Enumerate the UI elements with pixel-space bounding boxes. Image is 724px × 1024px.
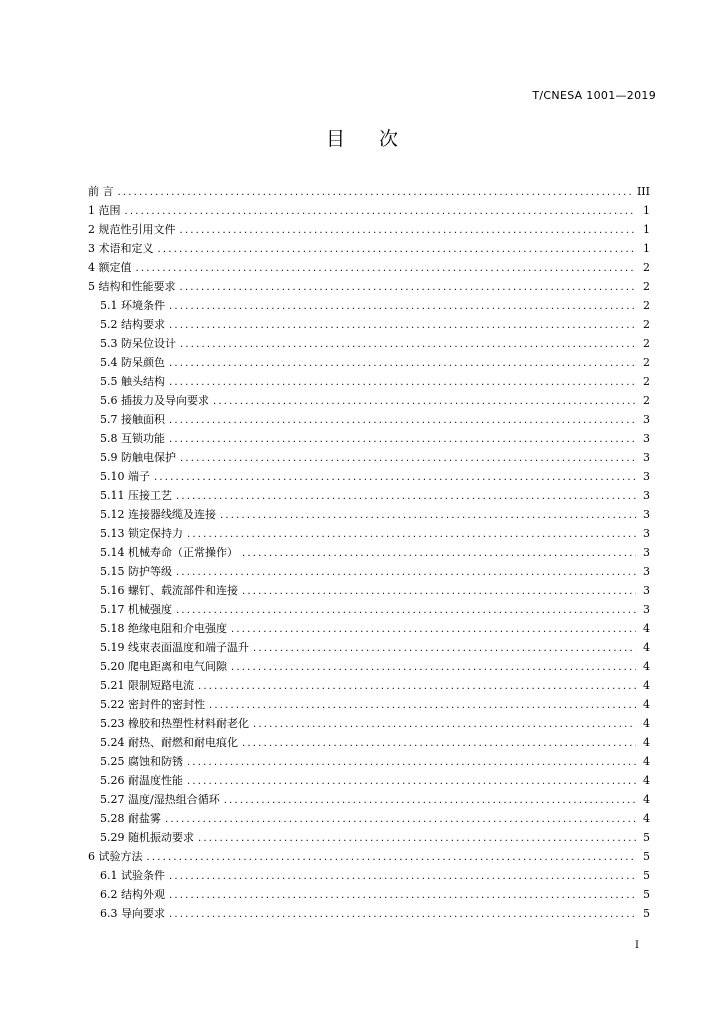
toc-entry-page: 3 (643, 584, 650, 597)
toc-entry-label: 5.12 连接器线缆及连接 (100, 508, 216, 521)
toc-entry-label: 5.6 插拔力及导向要求 (100, 394, 209, 407)
toc-entry-page: 4 (643, 755, 650, 768)
standard-number: T/CNESA 1001—2019 (532, 89, 656, 102)
toc-entry-page: 2 (643, 318, 650, 331)
toc-entry-label: 5.11 压接工艺 (100, 489, 172, 502)
toc-entry-label: 5.28 耐盐雾 (100, 812, 161, 825)
toc-entry-label: 前 言 (88, 185, 114, 198)
toc-leader-dots (136, 259, 637, 277)
toc-entry-label: 5.25 腐蚀和防锈 (100, 755, 183, 768)
toc-leader-dots (169, 354, 636, 372)
toc-leader-dots (187, 753, 636, 771)
toc-entry[interactable] (88, 695, 650, 714)
toc-entry-page: 4 (643, 774, 650, 787)
toc-entry-label: 5.1 环境条件 (100, 299, 165, 312)
toc-entry[interactable] (88, 239, 650, 258)
toc-entry-label: 4 额定值 (88, 261, 132, 274)
toc-entry-label: 5.21 限制短路电流 (100, 679, 194, 692)
toc-leader-dots (242, 582, 636, 600)
toc-leader-dots (187, 525, 636, 543)
toc-entry[interactable] (88, 201, 650, 220)
toc-leader-dots (176, 487, 636, 505)
toc-entry[interactable] (88, 315, 650, 334)
toc-entry-page: 5 (643, 869, 650, 882)
toc-leader-dots (169, 297, 636, 315)
toc-entry[interactable] (88, 505, 650, 524)
toc-entry-label: 5.2 结构要求 (100, 318, 165, 331)
toc-entry-label: 5.22 密封件的密封性 (100, 698, 205, 711)
toc-entry[interactable] (88, 220, 650, 239)
toc-entry[interactable] (88, 866, 650, 885)
toc-entry-page: 4 (643, 641, 650, 654)
toc-entry-page: 4 (643, 622, 650, 635)
toc-leader-dots (169, 886, 636, 904)
toc-entry-page: 3 (643, 470, 650, 483)
toc-entry-label: 5.20 爬电距离和电气间隙 (100, 660, 227, 673)
toc-leader-dots (180, 221, 637, 239)
toc-entry-label: 5.4 防呆颜色 (100, 356, 165, 369)
toc-leader-dots (180, 449, 636, 467)
toc-entry-page: 5 (643, 850, 650, 863)
toc-leader-dots (187, 772, 636, 790)
toc-entry[interactable] (88, 733, 650, 752)
toc-entry-label: 5.9 防触电保护 (100, 451, 176, 464)
toc-leader-dots (169, 867, 636, 885)
toc-entry-page: 4 (643, 698, 650, 711)
toc-entry-page: 2 (643, 280, 650, 293)
toc-entry[interactable] (88, 676, 650, 695)
toc-entry-page: 1 (643, 204, 650, 217)
toc-leader-dots (176, 563, 636, 581)
toc-entry-page: 2 (643, 299, 650, 312)
toc-entry-page: 5 (643, 907, 650, 920)
toc-entry-label: 3 术语和定义 (88, 242, 154, 255)
toc-entry-page: III (636, 185, 650, 198)
toc-entry[interactable] (88, 258, 650, 277)
toc-leader-dots (198, 829, 636, 847)
toc-leader-dots (242, 734, 636, 752)
toc-entry-label: 5.26 耐温度性能 (100, 774, 183, 787)
toc-entry-label: 2 规范性引用文件 (88, 223, 176, 236)
toc-entry-page: 2 (643, 337, 650, 350)
toc-entry-page: 2 (643, 375, 650, 388)
toc-entry-page: 4 (643, 793, 650, 806)
toc-leader-dots (118, 183, 633, 201)
toc-leader-dots (180, 278, 637, 296)
toc-entry-page: 3 (643, 508, 650, 521)
toc-leader-dots (169, 411, 636, 429)
toc-leader-dots (176, 601, 636, 619)
toc-leader-dots (125, 202, 637, 220)
toc-entry[interactable] (88, 429, 650, 448)
toc-leader-dots (242, 544, 636, 562)
toc-leader-dots (169, 316, 636, 334)
toc-entry[interactable] (88, 372, 650, 391)
toc-leader-dots (169, 430, 636, 448)
toc-entry[interactable] (88, 410, 650, 429)
toc-entry-label: 5.29 随机振动要求 (100, 831, 194, 844)
page-number: I (635, 940, 639, 951)
toc-entry-label: 5.3 防呆位设计 (100, 337, 176, 350)
toc-entry-page: 4 (643, 736, 650, 749)
toc-leader-dots (231, 658, 636, 676)
toc-entry-label: 5.8 互锁功能 (100, 432, 165, 445)
toc-leader-dots (169, 373, 636, 391)
toc-entry-page: 3 (643, 451, 650, 464)
page-title: 目 次 (325, 128, 413, 150)
toc-entry-page: 3 (643, 565, 650, 578)
toc-entry-page: 1 (643, 223, 650, 236)
toc-leader-dots (169, 905, 636, 923)
toc-entry-page: 4 (643, 717, 650, 730)
toc-leader-dots (253, 639, 636, 657)
toc-entry-label: 5.18 绝缘电阻和介电强度 (100, 622, 227, 635)
toc-entry-page: 3 (643, 603, 650, 616)
toc-entry-page: 3 (643, 413, 650, 426)
toc-entry[interactable] (88, 809, 650, 828)
toc-entry-label: 5.27 温度/湿热组合循环 (100, 793, 220, 806)
table-of-contents (88, 182, 650, 923)
toc-entry-label: 5.13 锁定保持力 (100, 527, 183, 540)
toc-entry-page: 3 (643, 546, 650, 559)
toc-entry[interactable] (88, 391, 650, 410)
toc-leader-dots (154, 468, 636, 486)
toc-leader-dots (224, 791, 636, 809)
toc-entry[interactable] (88, 581, 650, 600)
toc-entry-page: 3 (643, 432, 650, 445)
toc-leader-dots (165, 810, 636, 828)
toc-entry[interactable] (88, 657, 650, 676)
toc-entry-label: 5.15 防护等级 (100, 565, 172, 578)
toc-entry-page: 3 (643, 527, 650, 540)
toc-leader-dots (253, 715, 636, 733)
toc-entry-label: 5.5 触头结构 (100, 375, 165, 388)
toc-entry-label: 5.17 机械强度 (100, 603, 172, 616)
toc-leader-dots (158, 240, 637, 258)
toc-entry-label: 5.23 橡胶和热塑性材料耐老化 (100, 717, 249, 730)
toc-entry[interactable] (88, 182, 650, 201)
toc-leader-dots (231, 620, 636, 638)
toc-leader-dots (198, 677, 636, 695)
toc-entry[interactable] (88, 714, 650, 733)
toc-entry-label: 5.10 端子 (100, 470, 150, 483)
toc-entry[interactable] (88, 296, 650, 315)
toc-entry-label: 5.16 螺钉、载流部件和连接 (100, 584, 238, 597)
toc-entry-page: 4 (643, 660, 650, 673)
toc-entry[interactable] (88, 638, 650, 657)
toc-entry-page: 2 (643, 261, 650, 274)
toc-entry[interactable] (88, 828, 650, 847)
toc-entry[interactable] (88, 524, 650, 543)
toc-entry[interactable] (88, 847, 650, 866)
toc-entry-page: 2 (643, 356, 650, 369)
toc-entry[interactable] (88, 543, 650, 562)
toc-entry[interactable] (88, 448, 650, 467)
toc-entry[interactable] (88, 885, 650, 904)
toc-entry[interactable] (88, 619, 650, 638)
toc-entry[interactable] (88, 771, 650, 790)
toc-entry-label: 6.2 结构外观 (100, 888, 165, 901)
toc-leader-dots (220, 506, 636, 524)
toc-entry-label: 5.19 线束表面温度和端子温升 (100, 641, 249, 654)
toc-entry-label: 5.7 接触面积 (100, 413, 165, 426)
toc-entry[interactable] (88, 904, 650, 923)
toc-entry-page: 4 (643, 812, 650, 825)
toc-entry[interactable] (88, 277, 650, 296)
toc-entry-label: 1 范围 (88, 204, 121, 217)
toc-entry[interactable] (88, 562, 650, 581)
toc-entry-label: 5.14 机械寿命（正常操作） (100, 546, 238, 559)
toc-entry-page: 5 (643, 831, 650, 844)
toc-entry-label: 6.3 导向要求 (100, 907, 165, 920)
toc-entry[interactable] (88, 334, 650, 353)
toc-entry-label: 5.24 耐热、耐燃和耐电痕化 (100, 736, 238, 749)
toc-entry-page: 3 (643, 489, 650, 502)
toc-leader-dots (180, 335, 636, 353)
toc-entry[interactable] (88, 353, 650, 372)
toc-leader-dots (213, 392, 636, 410)
toc-leader-dots (209, 696, 636, 714)
toc-entry[interactable] (88, 790, 650, 809)
toc-entry[interactable] (88, 600, 650, 619)
toc-entry-page: 2 (643, 394, 650, 407)
toc-entry[interactable] (88, 486, 650, 505)
toc-entry-page: 5 (643, 888, 650, 901)
toc-entry-page: 4 (643, 679, 650, 692)
toc-entry-page: 1 (643, 242, 650, 255)
toc-entry-label: 5 结构和性能要求 (88, 280, 176, 293)
toc-entry[interactable] (88, 752, 650, 771)
toc-entry[interactable] (88, 467, 650, 486)
toc-leader-dots (147, 848, 637, 866)
toc-entry-label: 6 试验方法 (88, 850, 143, 863)
toc-entry-label: 6.1 试验条件 (100, 869, 165, 882)
